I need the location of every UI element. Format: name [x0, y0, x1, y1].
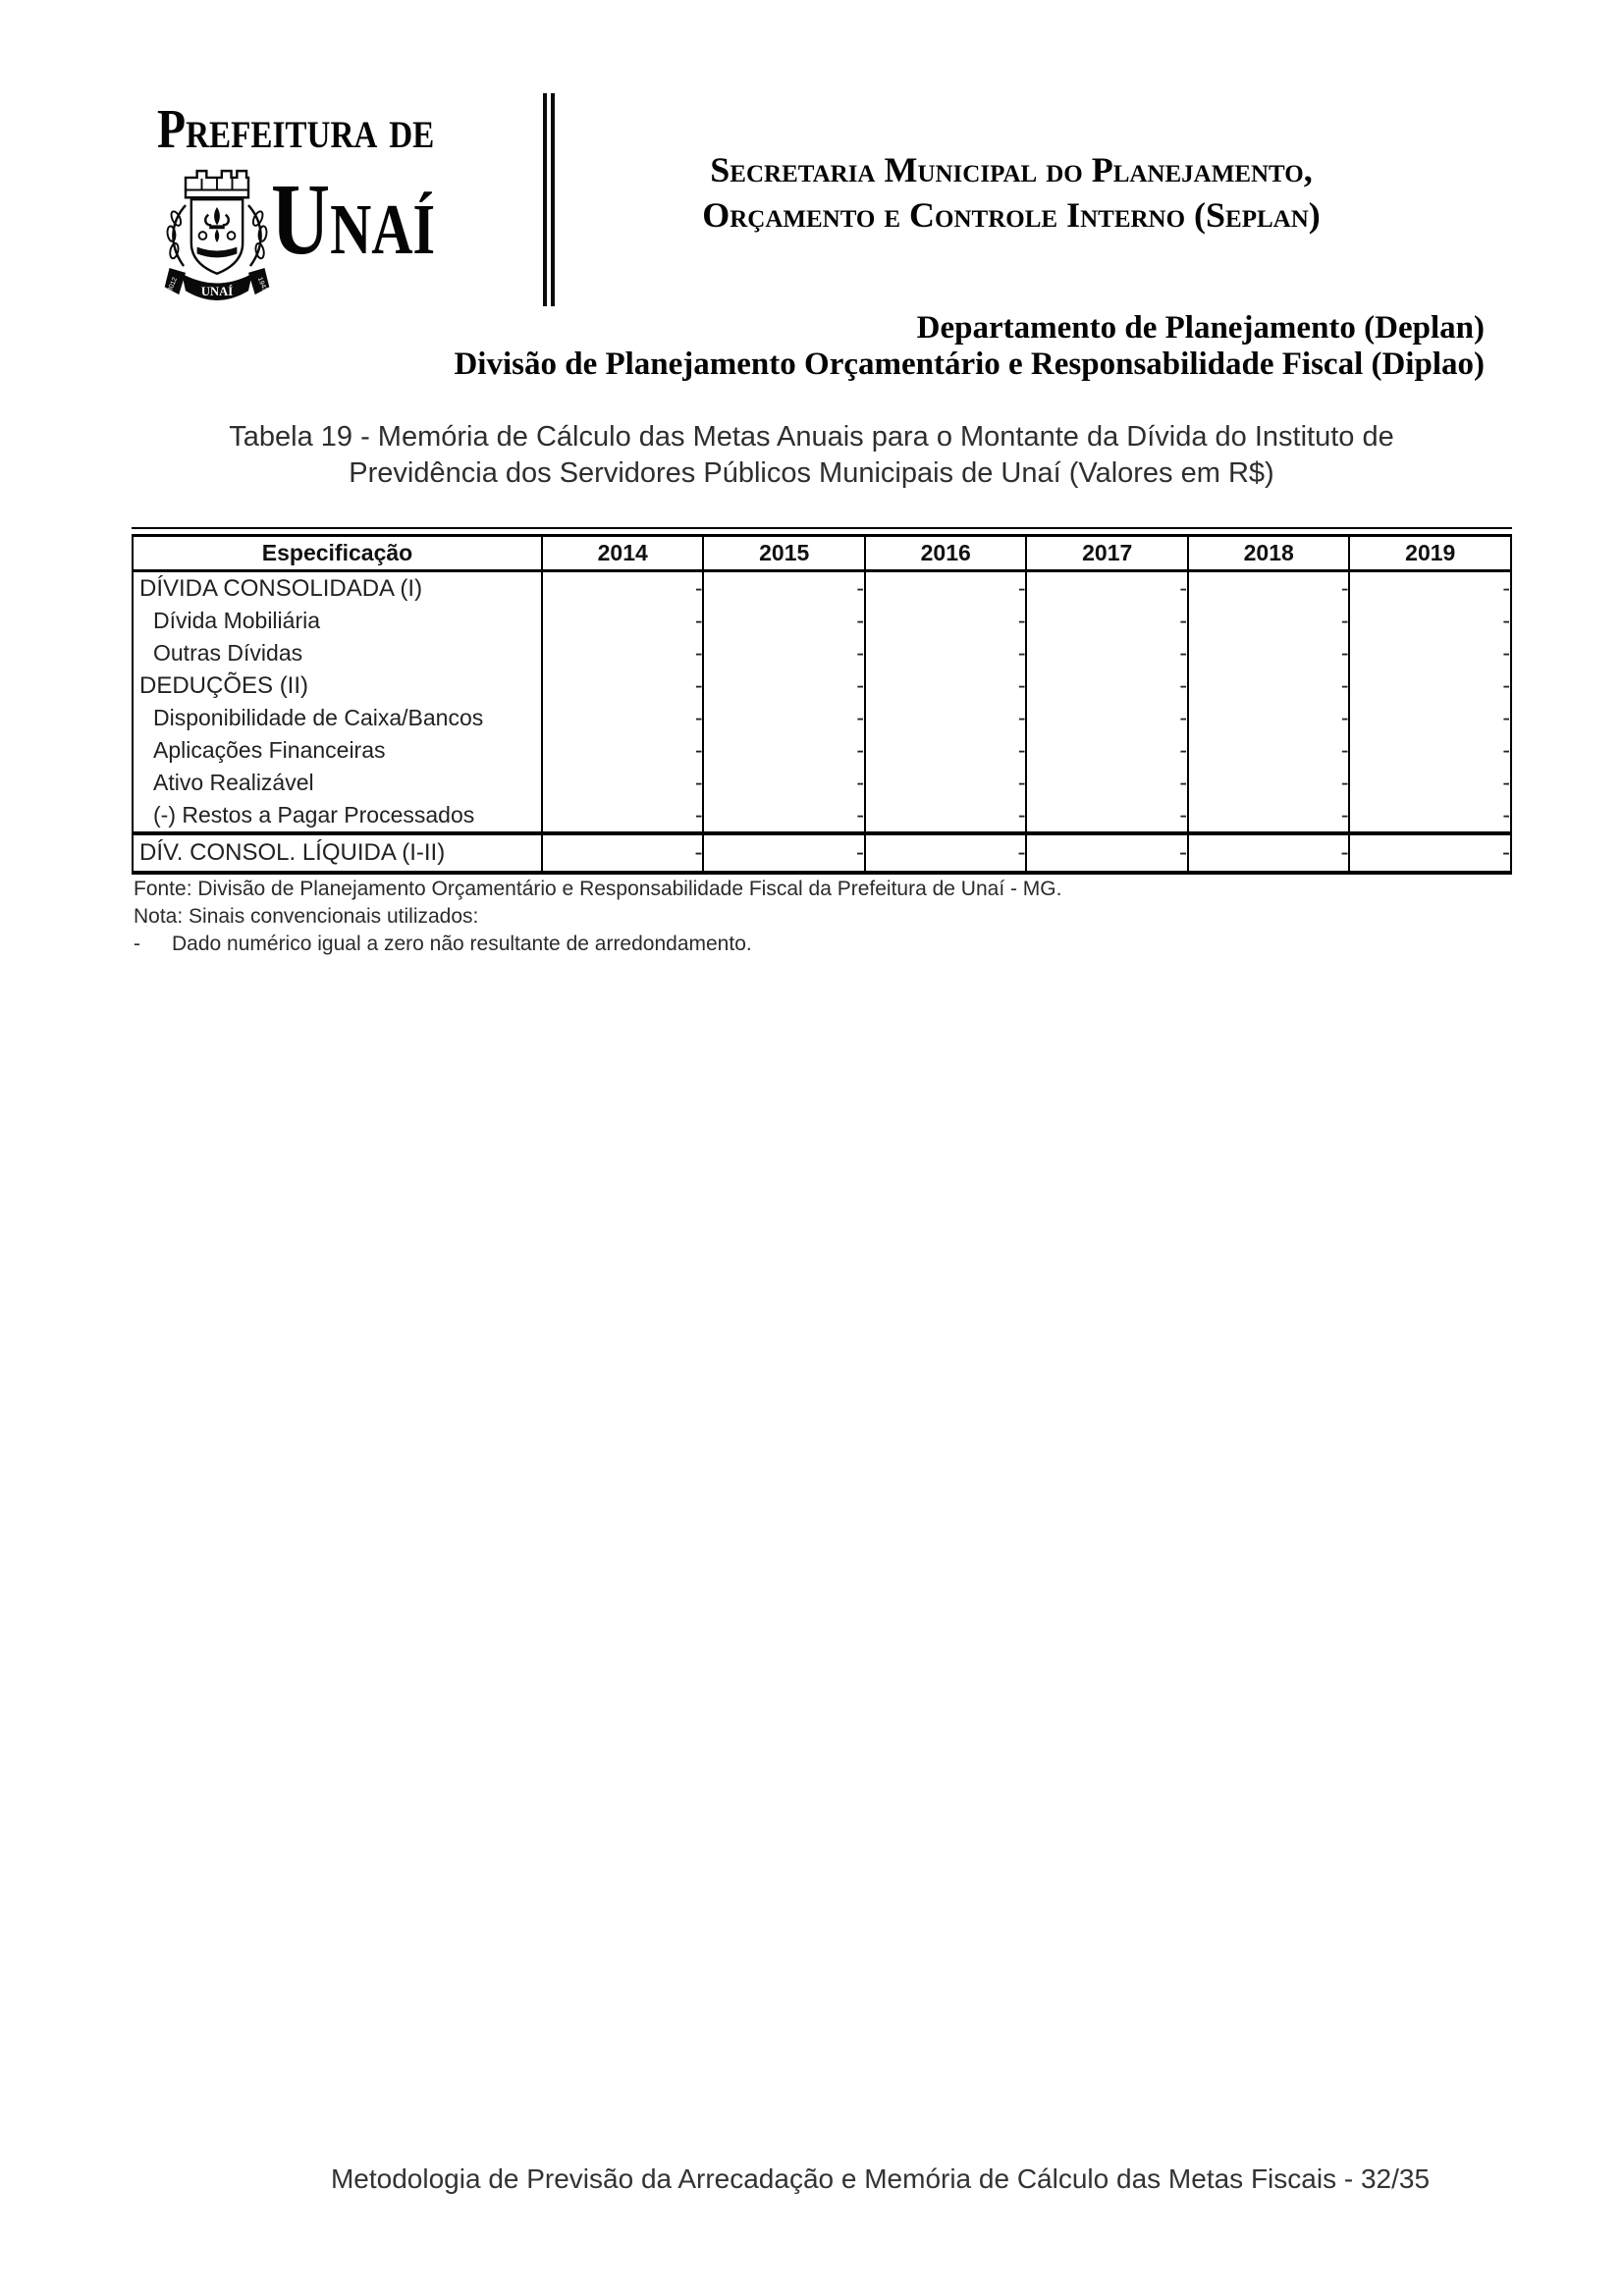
row-value: -: [542, 669, 704, 702]
debt-calculation-table: [132, 534, 1512, 875]
row-value: -: [542, 637, 704, 669]
row-value: -: [1349, 669, 1511, 702]
crest-ribbon-right-date: 1943: [255, 276, 269, 294]
secretariat-line1: Secretaria Municipal do Planejamento,: [710, 150, 1313, 189]
table-header: [133, 536, 1511, 571]
row-value: -: [703, 799, 865, 833]
row-value: -: [703, 637, 865, 669]
row-value: -: [1188, 669, 1350, 702]
year-header-cell: 2015: [703, 536, 865, 571]
row-label: Disponibilidade de Caixa/Bancos: [153, 705, 484, 730]
year-header-cell: 2019: [1349, 536, 1511, 571]
table-title-line1: Tabela 19 - Memória de Cálculo das Metas Anuais para o Montante da Dívida do Instituto de: [229, 421, 1394, 453]
logo-unai-text: Unaí: [271, 163, 436, 276]
row-value: -: [542, 767, 704, 799]
row-value: -: [703, 767, 865, 799]
total-row-label: DÍV. CONSOL. LÍQUIDA (I-II): [133, 833, 542, 873]
year-header-cell: 2018: [1188, 536, 1350, 571]
row-value: -: [1349, 767, 1511, 799]
row-value: -: [1349, 571, 1511, 606]
table-title-line2: Previdência dos Servidores Públicos Municipais de Unaí (Valores em R$): [349, 457, 1274, 489]
row-value: -: [1188, 799, 1350, 833]
row-value: -: [865, 702, 1027, 734]
table-notes: [134, 876, 1312, 958]
total-row-value: -: [1188, 833, 1350, 873]
logo-prefeitura-text: Prefeitura de: [157, 99, 435, 160]
row-value: -: [1349, 799, 1511, 833]
row-value: -: [1026, 571, 1188, 606]
total-row-value: -: [703, 833, 865, 873]
row-value: -: [542, 571, 704, 606]
row-value: -: [1349, 734, 1511, 767]
row-value: -: [1188, 702, 1350, 734]
table-body: [133, 571, 1511, 834]
page-footer: Metodologia de Previsão da Arrecadação e Memória de Cálculo das Metas Fiscais - 32/35: [330, 2163, 1431, 2194]
row-label: Dívida Mobiliária: [153, 608, 321, 633]
department-line1: Departamento de Planejamento (Deplan): [916, 310, 1485, 346]
spec-header-cell: Especificação: [133, 536, 542, 571]
table-footer: [133, 833, 1511, 873]
header-divider: [543, 93, 555, 306]
table-row: [133, 767, 1511, 799]
year-header-cell: 2017: [1026, 536, 1188, 571]
debt-table-container: [132, 527, 1512, 875]
row-value: -: [1349, 637, 1511, 669]
table-row: [133, 799, 1511, 833]
row-label: Aplicações Financeiras: [153, 737, 386, 763]
row-value: -: [865, 767, 1027, 799]
table-row: [133, 571, 1511, 606]
year-header-cell: 2016: [865, 536, 1027, 571]
table-row: [133, 605, 1511, 637]
total-row-value: -: [1026, 833, 1188, 873]
department-subtitle: [454, 310, 1485, 383]
total-row: [133, 833, 1511, 873]
secretariat-title: [574, 147, 1448, 238]
row-value: -: [542, 605, 704, 637]
table-row: [133, 734, 1511, 767]
row-value: -: [542, 734, 704, 767]
row-label: DÍVIDA CONSOLIDADA (I): [139, 574, 423, 602]
row-label: Outras Dívidas: [153, 640, 303, 666]
row-value: -: [865, 605, 1027, 637]
nota-note: Nota: Sinais convencionais utilizados:: [134, 905, 479, 928]
row-value: -: [703, 702, 865, 734]
total-row-value: -: [865, 833, 1027, 873]
row-value: -: [703, 571, 865, 606]
total-row-value: -: [1349, 833, 1511, 873]
table-header-row: [133, 536, 1511, 571]
row-value: -: [1349, 605, 1511, 637]
row-value: -: [865, 669, 1027, 702]
row-value: -: [1188, 571, 1350, 606]
row-value: -: [703, 734, 865, 767]
row-value: -: [1349, 702, 1511, 734]
row-value: -: [1026, 734, 1188, 767]
year-header-cell: 2014: [542, 536, 704, 571]
row-value: -: [865, 571, 1027, 606]
note-bullet-text: Dado numérico igual a zero não resultante de arredondamento.: [172, 933, 752, 955]
department-line2: Divisão de Planejamento Orçamentário e Responsabilidade Fiscal (Diplao): [454, 347, 1485, 382]
row-value: -: [1026, 799, 1188, 833]
coat-of-arms-icon: [155, 163, 279, 310]
row-value: -: [1026, 767, 1188, 799]
table-row: [133, 669, 1511, 702]
row-label: (-) Restos a Pagar Processados: [153, 802, 475, 828]
table-row: [133, 637, 1511, 669]
row-value: -: [1188, 734, 1350, 767]
table-top-rule: [132, 527, 1512, 529]
row-value: -: [865, 734, 1027, 767]
row-value: -: [542, 799, 704, 833]
row-value: -: [1026, 702, 1188, 734]
row-value: -: [1026, 605, 1188, 637]
row-label: DEDUÇÕES (II): [139, 671, 309, 699]
row-value: -: [865, 799, 1027, 833]
note-bullet-row: [134, 931, 1312, 958]
row-value: -: [542, 702, 704, 734]
crest-ribbon-left-date: 3012: [166, 276, 180, 294]
secretariat-line2: Orçamento e Controle Interno (Seplan): [702, 195, 1321, 235]
row-value: -: [1188, 605, 1350, 637]
note-bullet-marker: -: [134, 933, 140, 955]
row-label: Ativo Realizável: [153, 770, 314, 795]
row-value: -: [1026, 669, 1188, 702]
table-row: [133, 702, 1511, 734]
row-value: -: [1188, 637, 1350, 669]
source-note: Fonte: Divisão de Planejamento Orçamentário e Responsabilidade Fiscal da Prefeitura de Unaí - MG.: [134, 878, 1062, 900]
row-value: -: [865, 637, 1027, 669]
total-row-value: -: [542, 833, 704, 873]
crest-ribbon-text: UNAÍ: [200, 285, 234, 299]
row-value: -: [703, 669, 865, 702]
table-title: [0, 419, 1623, 492]
row-value: -: [703, 605, 865, 637]
row-value: -: [1026, 637, 1188, 669]
row-value: -: [1188, 767, 1350, 799]
